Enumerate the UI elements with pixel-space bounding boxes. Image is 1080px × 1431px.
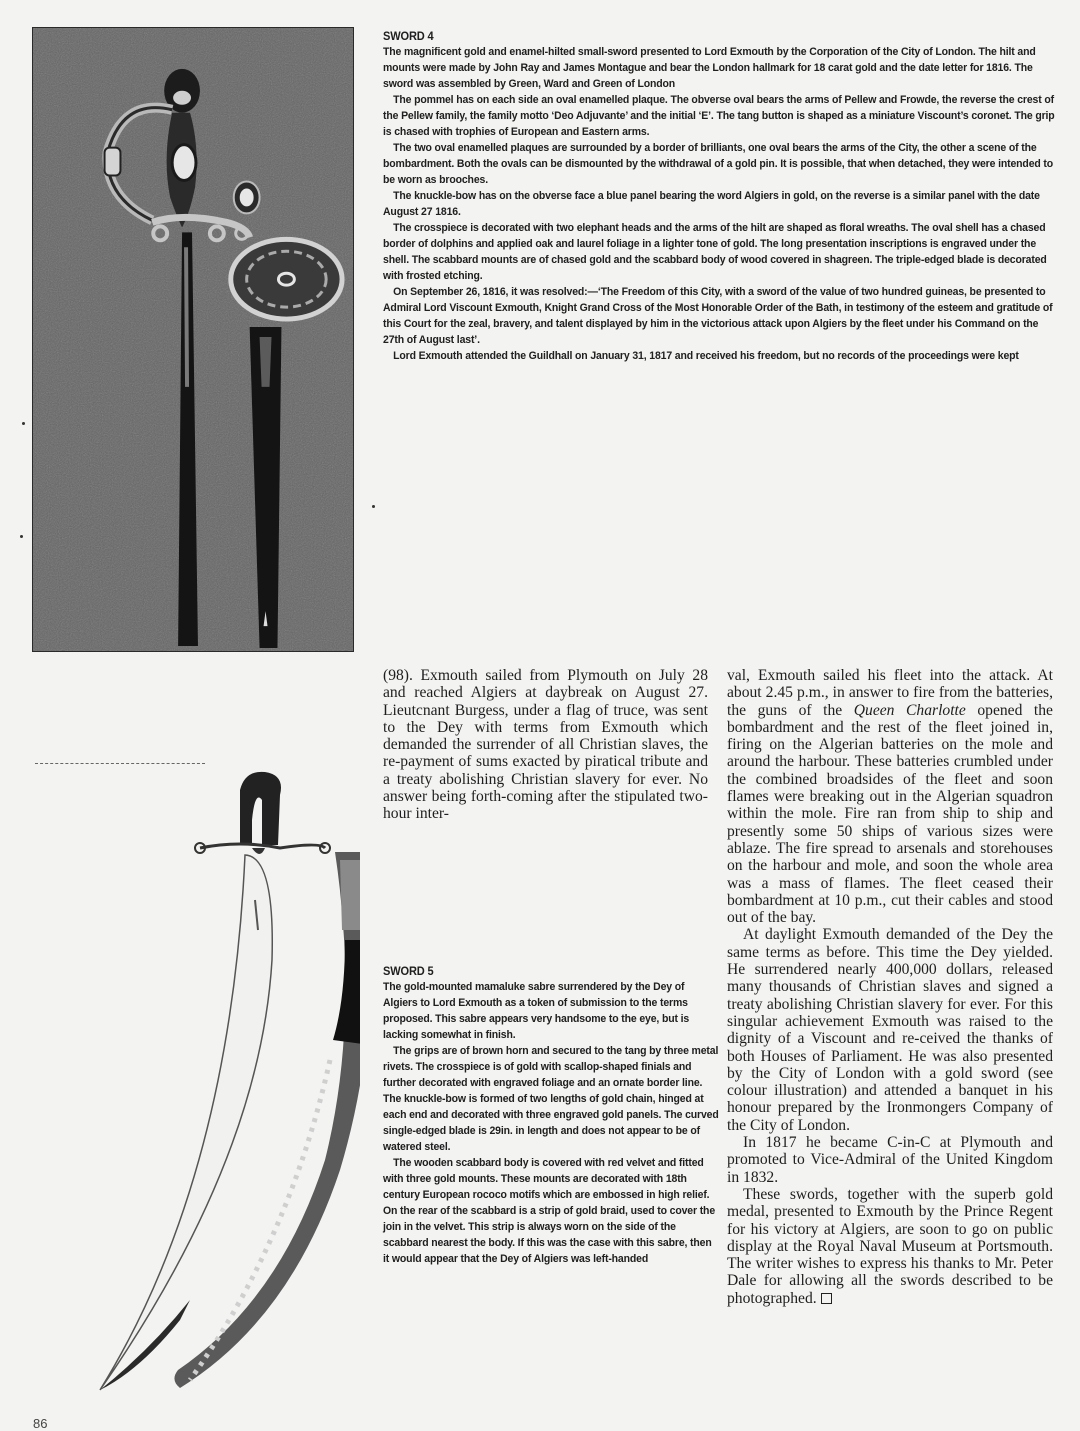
sword-photo-icon [33, 28, 353, 651]
text-run: val, Exmouth sailed his fleet into the attack. At about 2.45 p.m., in answer to fire from the batteries, the guns of the [727, 667, 1053, 719]
sword4-paragraph: The magnificent gold and enamel-hilted small-sword presented to Lord Exmouth by the Corporation of the City of London. The hilt and mounts were made by John Ray and James Montague and bear the London hallmark for 18 carat gold and the date letter for 1816. The sword was assembled by Green, Ward and Green of London [383, 46, 1036, 90]
sword5-caption [383, 963, 719, 1267]
sword4-heading: SWORD 4 [383, 29, 434, 43]
article-paragraph [727, 667, 1053, 926]
print-speck [20, 535, 23, 538]
sword5-paragraph: The grips are of brown horn and secured to the tang by three metal rivets. The crosspiece is of gold with scallop-shaped finials and further decorated with engraved foliage and an ornate border line. The knuckle-bow is formed of two lengths of gold chain, hinged at each end and decorated with three engraved gold panels. The curved single-edged blade is 29in. in length and does not appear to be of watered steel. [383, 1045, 719, 1153]
article-paragraph: At daylight Exmouth demanded of the Dey the same terms as before. This time the Dey yielded. He surrendered nearly 400,000 dollars, released many thousands of Christian slaves and signed a treaty abolishing Christian slavery for ever. For this singular achievement Exmouth was raised to the dignity of a Viscount and re-ceived the thanks of both Houses of Parliament. He was also presented by the City of London with a gold sword (see colour illustration) and attended a banquet in his honour prepared by the Ironmongers Company of the City of London. [727, 926, 1053, 1134]
sword5-illustration [40, 760, 360, 1400]
article-paragraph: In 1817 he became C-in-C at Plymouth and promoted to Vice-Admiral of the United Kingdom in 1832. [727, 1134, 1053, 1186]
sword4-paragraph: On September 26, 1816, it was resolved:—‘The Freedom of this City, with a sword of the value of two hundred guineas, be presented to Admiral Lord Viscount Exmouth, Knight Grand Cross of the Most Honorable Order of the Bath, in testimony of the esteem and gratitude of this Court for the zeal, bravery, and talent displayed by him in the victorious attack upon Algiers by the fleet under his Command on the 27th of August last’. [383, 286, 1053, 346]
article-paragraph: (98). Exmouth sailed from Plymouth on July 28 and reached Algiers at daybreak on August 27. Lieutcnant Burgess, under a flag of truce, was sent to the Dey with terms from Exmouth which demanded the surrender of all Christian slaves, the re-payment of sums exacted by piratical tribute and a treaty abolishing Christian slavery for ever. No answer being forth-coming after the stipulated two-hour inter- [383, 667, 708, 823]
text-run: These swords, together with the superb gold medal, presented to Exmouth by the Prince Regent for his victory at Algiers, are soon to go on public display at the Royal Naval Museum at Portsmouth. The writer wishes to express his thanks to Mr. Peter Dale for allowing all the swords described to be photographed. [727, 1185, 1053, 1307]
print-speck [22, 422, 25, 425]
print-speck [372, 505, 375, 508]
sword4-paragraph: The two oval enamelled plaques are surrounded by a border of brilliants, one oval bears the arms of the City, the other a scene of the bombardment. Both the ovals can be dismounted by the withdrawal of a gold pin. It is possible, that when detached, they were intended to be worn as brooches. [383, 142, 1054, 186]
sabre-photo-icon [40, 760, 360, 1400]
sword5-paragraph: The gold-mounted mamaluke sabre surrendered by the Dey of Algiers to Lord Exmouth as a token of submission to the terms proposed. This sabre appears very handsome to the eye, but is lacking somewhat in finish. [383, 981, 690, 1041]
sword4-paragraph: The crosspiece is decorated with two elephant heads and the arms of the hilt are shaped as floral wreaths. The oval shell has a chased border of dolphins and applied oak and laurel foliage in a lighter tone of gold. The long presentation inscriptions is engraved under the shell. The scabbard mounts are of chased gold and the scabbard body of wood covered in shagreen. The triple-edged blade is decorated with frosted etching. [383, 222, 1047, 282]
page-number: 86 [33, 1416, 48, 1431]
article-paragraph [727, 1186, 1053, 1307]
article-column-right [727, 667, 1053, 1307]
text-run: opened the bombardment and the rest of the fleet joined in, firing on the Algerian batteries on the mole and around the harbour. These batteries crumbled under the combined broadsides of the fleet and soon flames were breaking out in the Algerian squadron within the mole. Fire ran from ship to ship and presently some 50 ships of various sizes were ablaze. The fire spread to arsenals and storehouses on the harbour and mole, and soon the whole area was a mass of flames. The fleet ceased their bombardment at 10 p.m., cut their cables and stood out of the bay. [727, 701, 1053, 927]
sword5-heading: SWORD 5 [383, 964, 434, 978]
ship-name: Queen Charlotte [853, 701, 966, 719]
sword4-paragraph: Lord Exmouth attended the Guildhall on January 31, 1817 and received his freedom, but no records of the proceedings were kept [393, 350, 1019, 362]
article-column-middle [383, 667, 708, 823]
sword4-caption [383, 28, 1059, 364]
sword4-paragraph: The knuckle-bow has on the obverse face a blue panel bearing the word Algiers in gold, on the reverse is a similar panel with the date August 27 1816. [383, 190, 1040, 218]
sword4-paragraph: The pommel has on each side an oval enamelled plaque. The obverse oval bears the arms of Pellew and Frowde, the reverse the crest of the Pellew family, the family motto ‘Deo Adjuvante’ and the initial ‘E’. The tang button is shaped as a miniature Viscount’s coronet. The grip is chased with trophies of European and Eastern arms. [383, 94, 1055, 138]
sword4-photo [32, 27, 354, 652]
sword5-paragraph: The wooden scabbard body is covered with red velvet and fitted with three gold mounts. These mounts are decorated with 18th century European rococo motifs which are embossed in high relief. On the rear of the scabbard is a strip of gold braid, used to cover the join in the velvet. This strip is always worn on the side of the scabbard nearest the body. If this was the case with this sabre, then it would appear that the Dey of Algiers was left-handed [383, 1157, 716, 1265]
end-of-article-square-icon [821, 1293, 832, 1304]
